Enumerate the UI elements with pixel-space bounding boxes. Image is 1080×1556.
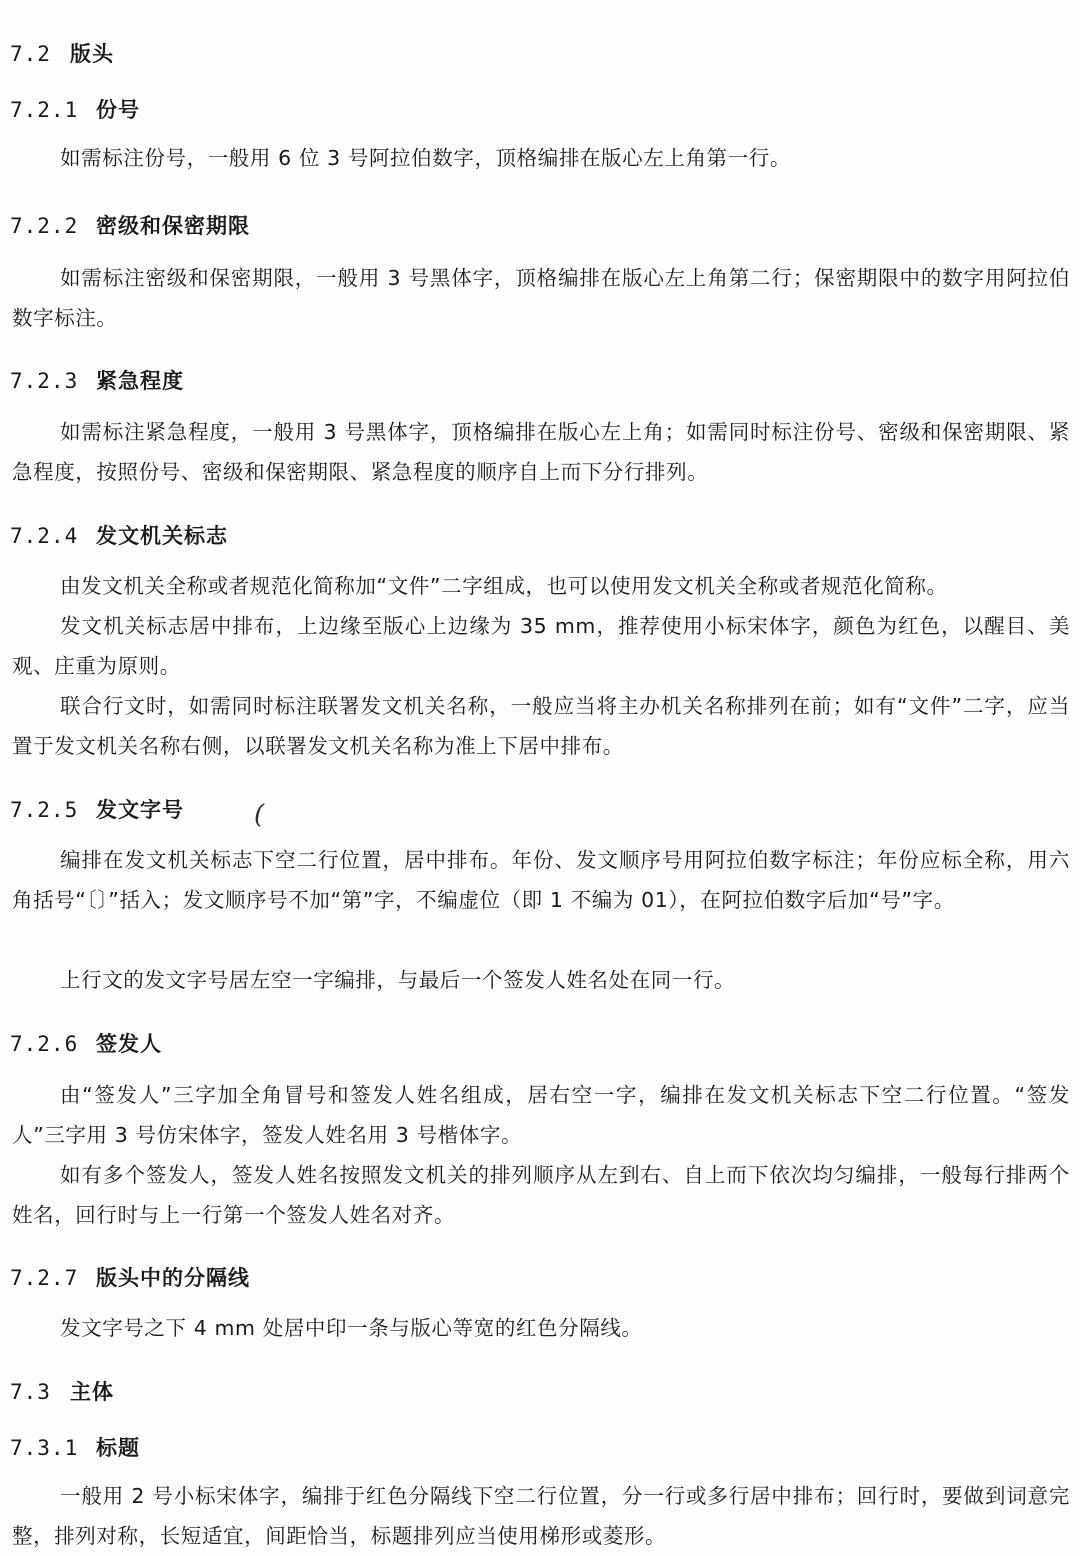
section-number: 7.3.1 <box>10 1436 79 1460</box>
paragraph: 如需标注密级和保密期限，一般用 3 号黑体字，顶格编排在版心左上角第二行；保密期限中的数字用阿拉伯数字标注。 <box>12 266 1070 330</box>
section-number: 7.2.2 <box>10 214 79 238</box>
paragraph: 由“签发人”三字加全角冒号和签发人姓名组成，居右空一字，编排在发文机关标志下空二行位置。“签发人”三字用 3 号仿宋体字，签发人姓名用 3 号楷体字。 <box>12 1083 1070 1147</box>
handwritten-mark: ( <box>254 800 265 830</box>
section-heading <box>10 1376 114 1406</box>
section-number: 7.2.7 <box>10 1266 79 1290</box>
section-number: 7.2 <box>10 42 51 66</box>
paragraph: 发文机关标志居中排布，上边缘至版心上边缘为 35 mm，推荐使用小标宋体字，颜色为红色，以醒目、美观、庄重为原则。 <box>12 614 1070 678</box>
paragraph: 如需标注份号，一般用 6 位 3 号阿拉伯数字，顶格编排在版心左上角第一行。 <box>60 146 791 170</box>
section-title: 签发人 <box>96 1032 162 1056</box>
section-title: 主体 <box>70 1380 114 1404</box>
paragraph: 如有多个签发人，签发人姓名按照发文机关的排列顺序从左到右、自上而下依次均匀编排，一般每行排两个姓名，回行时与上一行第一个签发人姓名对齐。 <box>12 1163 1070 1227</box>
section-title: 发文机关标志 <box>96 524 228 548</box>
paragraph: 编排在发文机关标志下空二行位置，居中排布。年份、发文顺序号用阿拉伯数字标注；年份应标全称，用六角括号“〔〕”括入；发文顺序号不加“第”字，不编虚位（即 1 不编为 01），在阿拉伯数字后加“号”字。 <box>12 848 1070 912</box>
section-title: 紧急程度 <box>96 369 184 393</box>
section-heading <box>10 1262 250 1292</box>
section-title: 份号 <box>96 98 140 122</box>
paragraph: 上行文的发文字号居左空一字编排，与最后一个签发人姓名处在同一行。 <box>60 968 736 992</box>
section-heading <box>10 794 184 824</box>
section-number: 7.2.6 <box>10 1032 79 1056</box>
section-heading <box>10 1432 140 1462</box>
section-title: 密级和保密期限 <box>96 214 250 238</box>
paragraph: 由发文机关全称或者规范化简称加“文件”二字组成，也可以使用发文机关全称或者规范化简称。 <box>60 574 948 598</box>
section-title: 标题 <box>96 1436 140 1460</box>
section-heading <box>10 520 228 550</box>
section-heading <box>10 210 250 240</box>
section-number: 7.3 <box>10 1380 51 1404</box>
section-heading <box>10 365 184 395</box>
section-number: 7.2.5 <box>10 798 79 822</box>
paragraph: 联合行文时，如需同时标注联署发文机关名称，一般应当将主办机关名称排列在前；如有“文件”二字，应当置于发文机关名称右侧，以联署发文机关名称为准上下居中排布。 <box>12 694 1070 758</box>
section-number: 7.2.3 <box>10 369 79 393</box>
section-number: 7.2.4 <box>10 524 79 548</box>
section-title: 发文字号 <box>96 798 184 822</box>
paragraph: 一般用 2 号小标宋体字，编排于红色分隔线下空二行位置，分一行或多行居中排布；回行时，要做到词意完整，排列对称，长短适宜，间距恰当，标题排列应当使用梯形或菱形。 <box>12 1484 1070 1548</box>
section-heading <box>10 94 140 124</box>
section-number: 7.2.1 <box>10 98 79 122</box>
section-title: 版头中的分隔线 <box>96 1266 250 1290</box>
section-heading <box>10 38 114 68</box>
section-title: 版头 <box>70 42 114 66</box>
paragraph: 如需标注紧急程度，一般用 3 号黑体字，顶格编排在版心左上角；如需同时标注份号、密级和保密期限、紧急程度，按照份号、密级和保密期限、紧急程度的顺序自上而下分行排列。 <box>12 420 1070 484</box>
section-heading <box>10 1028 162 1058</box>
paragraph: 发文字号之下 4 mm 处居中印一条与版心等宽的红色分隔线。 <box>60 1316 643 1340</box>
